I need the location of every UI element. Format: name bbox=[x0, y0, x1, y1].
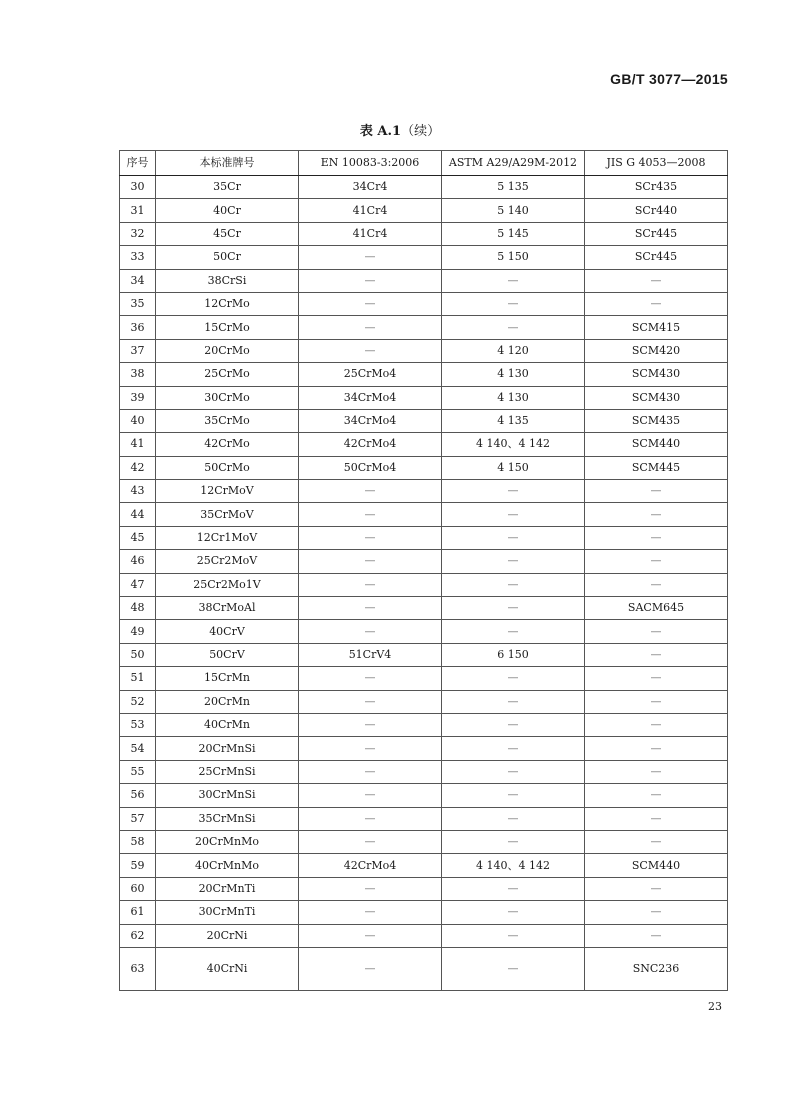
serial-cell: 61 bbox=[120, 901, 156, 924]
serial-cell: 46 bbox=[120, 550, 156, 573]
col-header-serial: 序号 bbox=[120, 151, 156, 176]
serial-cell: 42 bbox=[120, 456, 156, 479]
table-row bbox=[120, 199, 728, 222]
astm-cell: 6 150 bbox=[442, 643, 585, 666]
en-cell: — bbox=[299, 713, 442, 736]
serial-cell: 41 bbox=[120, 433, 156, 456]
astm-cell: 4 135 bbox=[442, 409, 585, 432]
astm-cell: — bbox=[442, 901, 585, 924]
serial-cell: 56 bbox=[120, 784, 156, 807]
jis-cell: — bbox=[585, 292, 728, 315]
en-cell: — bbox=[299, 597, 442, 620]
table-row bbox=[120, 480, 728, 503]
col-header-astm: ASTM A29/A29M-2012 bbox=[442, 151, 585, 176]
col-header-en: EN 10083-3:2006 bbox=[299, 151, 442, 176]
grade-cell: 30CrMo bbox=[156, 386, 299, 409]
grade-cell: 42CrMo bbox=[156, 433, 299, 456]
astm-cell: — bbox=[442, 760, 585, 783]
astm-cell: 5 145 bbox=[442, 222, 585, 245]
table-row bbox=[120, 830, 728, 853]
serial-cell: 52 bbox=[120, 690, 156, 713]
astm-cell: — bbox=[442, 690, 585, 713]
en-cell: — bbox=[299, 690, 442, 713]
serial-cell: 34 bbox=[120, 269, 156, 292]
grade-cell: 40CrNi bbox=[156, 947, 299, 990]
jis-cell: — bbox=[585, 713, 728, 736]
astm-cell: 4 140、4 142 bbox=[442, 854, 585, 877]
astm-cell: — bbox=[442, 737, 585, 760]
grade-cell: 35CrMnSi bbox=[156, 807, 299, 830]
serial-cell: 38 bbox=[120, 363, 156, 386]
grade-comparison-table bbox=[119, 150, 728, 991]
table-row bbox=[120, 620, 728, 643]
en-cell: — bbox=[299, 877, 442, 900]
table-row bbox=[120, 176, 728, 199]
astm-cell: — bbox=[442, 503, 585, 526]
table-row bbox=[120, 222, 728, 245]
astm-cell: — bbox=[442, 667, 585, 690]
serial-cell: 47 bbox=[120, 573, 156, 596]
serial-cell: 31 bbox=[120, 199, 156, 222]
jis-cell: — bbox=[585, 737, 728, 760]
jis-cell: — bbox=[585, 901, 728, 924]
en-cell: — bbox=[299, 737, 442, 760]
page-number: 23 bbox=[708, 1000, 722, 1013]
en-cell: — bbox=[299, 480, 442, 503]
en-cell: — bbox=[299, 269, 442, 292]
jis-cell: — bbox=[585, 550, 728, 573]
grade-cell: 40Cr bbox=[156, 199, 299, 222]
serial-cell: 33 bbox=[120, 246, 156, 269]
en-cell: — bbox=[299, 807, 442, 830]
serial-cell: 55 bbox=[120, 760, 156, 783]
serial-cell: 36 bbox=[120, 316, 156, 339]
jis-cell: — bbox=[585, 573, 728, 596]
astm-cell: 5 140 bbox=[442, 199, 585, 222]
en-cell: 42CrMo4 bbox=[299, 854, 442, 877]
jis-cell: SCM445 bbox=[585, 456, 728, 479]
jis-cell: SCM435 bbox=[585, 409, 728, 432]
en-cell: 41Cr4 bbox=[299, 199, 442, 222]
jis-cell: SCr445 bbox=[585, 222, 728, 245]
grade-cell: 25CrMnSi bbox=[156, 760, 299, 783]
grade-cell: 40CrV bbox=[156, 620, 299, 643]
astm-cell: — bbox=[442, 597, 585, 620]
grade-cell: 12Cr1MoV bbox=[156, 526, 299, 549]
serial-cell: 62 bbox=[120, 924, 156, 947]
grade-cell: 20CrMnTi bbox=[156, 877, 299, 900]
astm-cell: — bbox=[442, 947, 585, 990]
jis-cell: SCM415 bbox=[585, 316, 728, 339]
grade-cell: 20CrMn bbox=[156, 690, 299, 713]
table-row bbox=[120, 854, 728, 877]
en-cell: — bbox=[299, 246, 442, 269]
astm-cell: 4 150 bbox=[442, 456, 585, 479]
en-cell: — bbox=[299, 550, 442, 573]
astm-cell: — bbox=[442, 924, 585, 947]
en-cell: 25CrMo4 bbox=[299, 363, 442, 386]
serial-cell: 45 bbox=[120, 526, 156, 549]
serial-cell: 40 bbox=[120, 409, 156, 432]
serial-cell: 59 bbox=[120, 854, 156, 877]
astm-cell: — bbox=[442, 269, 585, 292]
table-row bbox=[120, 877, 728, 900]
grade-cell: 25CrMo bbox=[156, 363, 299, 386]
table-row bbox=[120, 597, 728, 620]
serial-cell: 39 bbox=[120, 386, 156, 409]
en-cell: 34CrMo4 bbox=[299, 409, 442, 432]
jis-cell: SACM645 bbox=[585, 597, 728, 620]
table-row bbox=[120, 573, 728, 596]
grade-cell: 25Cr2Mo1V bbox=[156, 573, 299, 596]
en-cell: — bbox=[299, 924, 442, 947]
jis-cell: — bbox=[585, 480, 728, 503]
table-row bbox=[120, 292, 728, 315]
table-row bbox=[120, 924, 728, 947]
astm-cell: 4 140、4 142 bbox=[442, 433, 585, 456]
serial-cell: 60 bbox=[120, 877, 156, 900]
en-cell: — bbox=[299, 784, 442, 807]
grade-cell: 20CrMnMo bbox=[156, 830, 299, 853]
grade-cell: 30CrMnSi bbox=[156, 784, 299, 807]
jis-cell: — bbox=[585, 877, 728, 900]
grade-cell: 50Cr bbox=[156, 246, 299, 269]
serial-cell: 58 bbox=[120, 830, 156, 853]
jis-cell: SCr440 bbox=[585, 199, 728, 222]
en-cell: — bbox=[299, 526, 442, 549]
astm-cell: — bbox=[442, 573, 585, 596]
table-row bbox=[120, 737, 728, 760]
serial-cell: 54 bbox=[120, 737, 156, 760]
astm-cell: 4 130 bbox=[442, 386, 585, 409]
jis-cell: SCM420 bbox=[585, 339, 728, 362]
astm-cell: — bbox=[442, 550, 585, 573]
serial-cell: 32 bbox=[120, 222, 156, 245]
jis-cell: SCr445 bbox=[585, 246, 728, 269]
serial-cell: 43 bbox=[120, 480, 156, 503]
jis-cell: SCM430 bbox=[585, 386, 728, 409]
table-row bbox=[120, 456, 728, 479]
table-row bbox=[120, 433, 728, 456]
grade-cell: 45Cr bbox=[156, 222, 299, 245]
table-row bbox=[120, 363, 728, 386]
en-cell: 42CrMo4 bbox=[299, 433, 442, 456]
en-cell: — bbox=[299, 316, 442, 339]
en-cell: — bbox=[299, 830, 442, 853]
table-row bbox=[120, 316, 728, 339]
astm-cell: 4 120 bbox=[442, 339, 585, 362]
table-row bbox=[120, 409, 728, 432]
table-row bbox=[120, 690, 728, 713]
table-row bbox=[120, 784, 728, 807]
grade-cell: 35Cr bbox=[156, 176, 299, 199]
jis-cell: SCM440 bbox=[585, 854, 728, 877]
en-cell: 51CrV4 bbox=[299, 643, 442, 666]
table-row bbox=[120, 246, 728, 269]
grade-cell: 20CrMo bbox=[156, 339, 299, 362]
jis-cell: — bbox=[585, 503, 728, 526]
table-body bbox=[120, 176, 728, 991]
en-cell: — bbox=[299, 573, 442, 596]
serial-cell: 30 bbox=[120, 176, 156, 199]
table-row bbox=[120, 807, 728, 830]
jis-cell: — bbox=[585, 667, 728, 690]
table-row bbox=[120, 760, 728, 783]
table-caption bbox=[0, 120, 800, 139]
jis-cell: — bbox=[585, 690, 728, 713]
serial-cell: 44 bbox=[120, 503, 156, 526]
jis-cell: — bbox=[585, 643, 728, 666]
jis-cell: SCM430 bbox=[585, 363, 728, 386]
table-row bbox=[120, 713, 728, 736]
astm-cell: — bbox=[442, 480, 585, 503]
en-cell: 34CrMo4 bbox=[299, 386, 442, 409]
table-row bbox=[120, 947, 728, 990]
astm-cell: — bbox=[442, 784, 585, 807]
grade-cell: 25Cr2MoV bbox=[156, 550, 299, 573]
jis-cell: SNC236 bbox=[585, 947, 728, 990]
col-header-jis: JIS G 4053—2008 bbox=[585, 151, 728, 176]
serial-cell: 63 bbox=[120, 947, 156, 990]
serial-cell: 51 bbox=[120, 667, 156, 690]
grade-cell: 38CrMoAl bbox=[156, 597, 299, 620]
serial-cell: 49 bbox=[120, 620, 156, 643]
grade-cell: 20CrNi bbox=[156, 924, 299, 947]
serial-cell: 37 bbox=[120, 339, 156, 362]
table-row bbox=[120, 643, 728, 666]
grade-cell: 40CrMn bbox=[156, 713, 299, 736]
jis-cell: — bbox=[585, 830, 728, 853]
en-cell: 34Cr4 bbox=[299, 176, 442, 199]
grade-cell: 50CrV bbox=[156, 643, 299, 666]
en-cell: — bbox=[299, 667, 442, 690]
en-cell: 41Cr4 bbox=[299, 222, 442, 245]
table-caption-label: 表 A.1 bbox=[359, 124, 402, 139]
grade-cell: 40CrMnMo bbox=[156, 854, 299, 877]
grade-cell: 38CrSi bbox=[156, 269, 299, 292]
en-cell: — bbox=[299, 292, 442, 315]
grade-cell: 12CrMo bbox=[156, 292, 299, 315]
grade-cell: 20CrMnSi bbox=[156, 737, 299, 760]
en-cell: — bbox=[299, 760, 442, 783]
en-cell: — bbox=[299, 620, 442, 643]
table-header-row bbox=[120, 151, 728, 176]
astm-cell: — bbox=[442, 526, 585, 549]
serial-cell: 53 bbox=[120, 713, 156, 736]
en-cell: — bbox=[299, 339, 442, 362]
table-caption-suffix: （续） bbox=[401, 124, 441, 139]
serial-cell: 57 bbox=[120, 807, 156, 830]
serial-cell: 35 bbox=[120, 292, 156, 315]
standard-number: GB/T 3077—2015 bbox=[610, 71, 728, 87]
en-cell: — bbox=[299, 947, 442, 990]
astm-cell: — bbox=[442, 807, 585, 830]
col-header-grade: 本标准牌号 bbox=[156, 151, 299, 176]
en-cell: 50CrMo4 bbox=[299, 456, 442, 479]
grade-cell: 12CrMoV bbox=[156, 480, 299, 503]
jis-cell: — bbox=[585, 620, 728, 643]
jis-cell: — bbox=[585, 924, 728, 947]
grade-cell: 30CrMnTi bbox=[156, 901, 299, 924]
en-cell: — bbox=[299, 503, 442, 526]
table-row bbox=[120, 667, 728, 690]
table-row bbox=[120, 269, 728, 292]
grade-cell: 15CrMo bbox=[156, 316, 299, 339]
grade-cell: 35CrMoV bbox=[156, 503, 299, 526]
grade-cell: 35CrMo bbox=[156, 409, 299, 432]
serial-cell: 48 bbox=[120, 597, 156, 620]
astm-cell: — bbox=[442, 316, 585, 339]
astm-cell: — bbox=[442, 292, 585, 315]
astm-cell: 5 150 bbox=[442, 246, 585, 269]
table-row bbox=[120, 339, 728, 362]
astm-cell: 4 130 bbox=[442, 363, 585, 386]
table-row bbox=[120, 550, 728, 573]
astm-cell: — bbox=[442, 620, 585, 643]
en-cell: — bbox=[299, 901, 442, 924]
grade-cell: 50CrMo bbox=[156, 456, 299, 479]
table-row bbox=[120, 503, 728, 526]
jis-cell: — bbox=[585, 526, 728, 549]
serial-cell: 50 bbox=[120, 643, 156, 666]
table-row bbox=[120, 386, 728, 409]
jis-cell: SCM440 bbox=[585, 433, 728, 456]
table-row bbox=[120, 901, 728, 924]
astm-cell: — bbox=[442, 830, 585, 853]
astm-cell: — bbox=[442, 713, 585, 736]
jis-cell: — bbox=[585, 269, 728, 292]
jis-cell: — bbox=[585, 760, 728, 783]
jis-cell: — bbox=[585, 807, 728, 830]
astm-cell: 5 135 bbox=[442, 176, 585, 199]
astm-cell: — bbox=[442, 877, 585, 900]
jis-cell: SCr435 bbox=[585, 176, 728, 199]
table-row bbox=[120, 526, 728, 549]
jis-cell: — bbox=[585, 784, 728, 807]
grade-cell: 15CrMn bbox=[156, 667, 299, 690]
